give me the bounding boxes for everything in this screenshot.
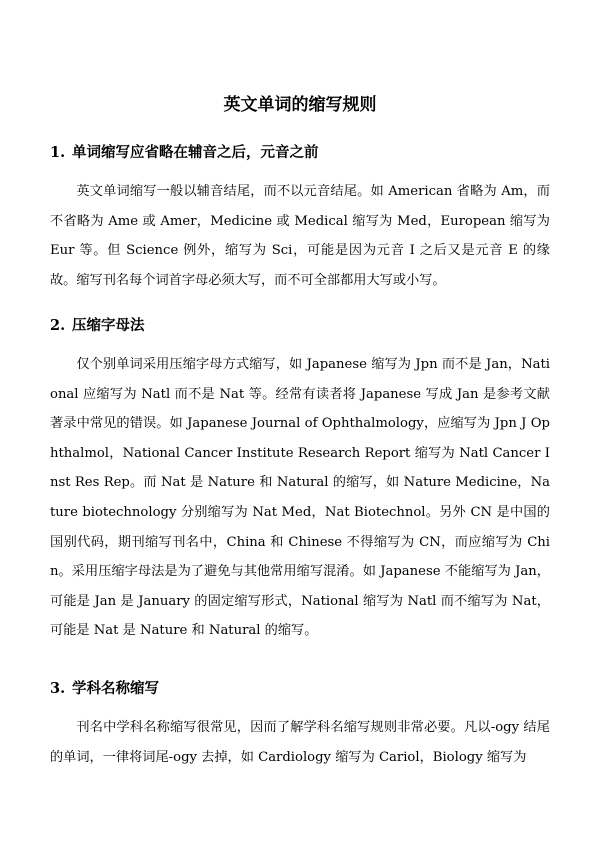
section-paragraph-1: 英文单词缩写一般以辅音结尾，而不以元音结尾。如 American 省略为 Am，而不省略为 Ame 或 Amer，Medicine 或 Medical 缩写为 Med，European 缩写为 Eur 等。但 Science 例外，缩写为 Sci，可能是因为元音 I 之后又是元音 E 的缘故。缩写刊名每个词首字母必须大写，而不可全部都用大写或小写。 [50, 184, 550, 288]
section-heading-1 [50, 143, 319, 163]
section-paragraph-3: 刊名中学科名称缩写很常见，因而了解学科名缩写规则非常必要。凡以-ogy 结尾的单词，一律将词尾-ogy 去掉，如 Cardiology 缩写为 Cariol，Biology 缩写为 [50, 720, 550, 765]
section-title-3: 学科名称缩写 [72, 680, 159, 697]
section-paragraph-2: 仅个别单词采用压缩字母方式缩写，如 Japanese 缩写为 Jpn 而不是 Jan，National 应缩写为 Natl 而不是 Nat 等。经常有读者将 Japanese 写成 Jan 是参考文献著录中常见的错误。如 Japanese Journal of Ophthalmology，应缩写为 Jpn J Ophthalmol，National Cancer Institute Research Report 缩写为 Natl Cancer Inst Res Rep。而 Nat 是 Nature 和 Natural 的缩写，如 Nature Medicine，Nature biotechnology 分别缩写为 Nat Med，Nat Biotechnol。另外 CN 是中国的国别代码，期刊缩写刊名中，China 和 Chinese 不得缩写为 CN，而应缩写为 Chin。采用压缩字母法是为了避免与其他常用缩写混淆。如 Japanese 不能缩写为 Jan，可能是 Jan 是 January 的固定缩写形式，National 缩写为 Natl 而不缩写为 Nat，可能是 Nat 是 Nature 和 Natural 的缩写。 [50, 357, 550, 639]
section-heading-2 [50, 316, 145, 336]
section-number-3: 3. [50, 680, 66, 697]
section-title-2: 压缩字母法 [72, 317, 145, 334]
section-heading-3 [50, 679, 159, 699]
document-title: 英文单词的缩写规则 [223, 95, 377, 115]
section-number-2: 2. [50, 317, 66, 334]
section-number-1: 1. [50, 144, 66, 161]
section-title-1: 单词缩写应省略在辅音之后，元音之前 [72, 144, 319, 161]
